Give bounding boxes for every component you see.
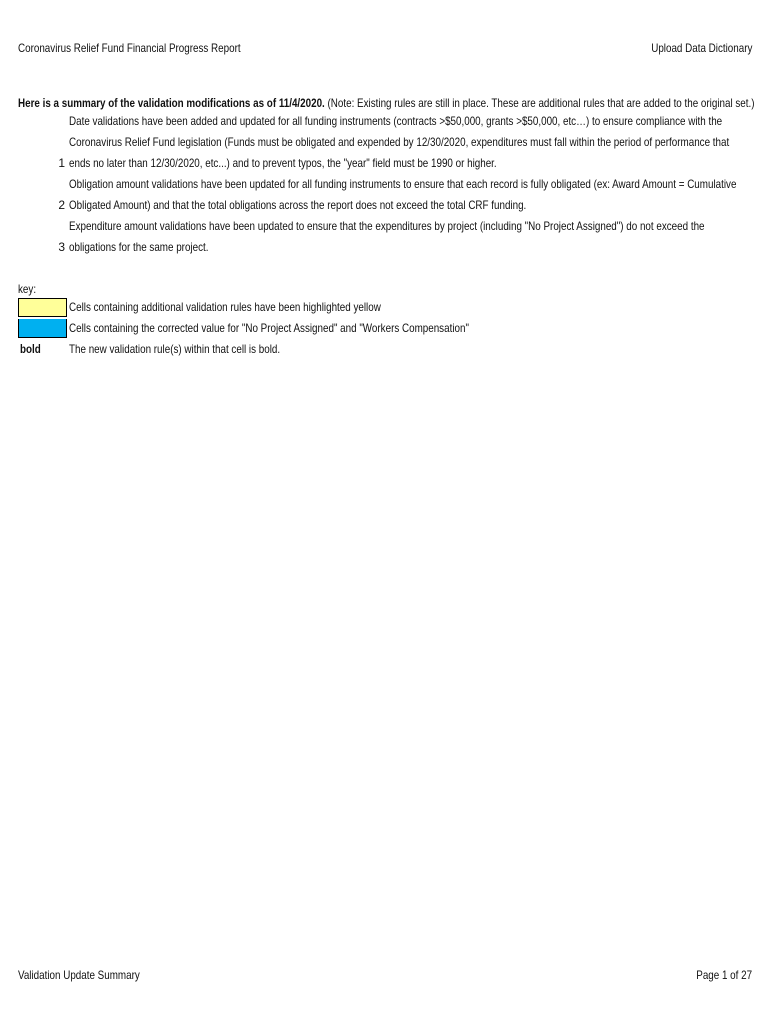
item-1-line-1 (69, 114, 770, 128)
yellow-key-description-text: Cells containing additional validation rules have been highlighted yellow (69, 300, 381, 314)
item-2-line-1-text: Obligation amount validations have been updated for all funding instruments to ensure that each record is fully obligated (ex: Award Amount = Cumulative (69, 177, 737, 191)
blue-key-description (69, 321, 557, 335)
sheet-name-text: Validation Update Summary (18, 968, 140, 982)
item-2-line-1 (69, 177, 770, 191)
item-3-line-1-text: Expenditure amount validations have been updated to ensure that the expenditures by project (including "No Project Assigned") do not exceed the (69, 219, 705, 233)
item-2-line-2-text: Obligated Amount) and that the total obligations across the report does not exceed the total CRF funding. (69, 198, 527, 212)
item-1-line-2 (69, 135, 770, 149)
dictionary-title-text: Upload Data Dictionary (650, 41, 752, 55)
blue-highlight-swatch (18, 319, 67, 338)
item-1-line-3-text: ends no later than 12/30/2020, etc...) and to prevent typos, the "year" field must be 1990 or higher. (69, 156, 497, 170)
yellow-key-description (69, 300, 449, 314)
item-3-number-text: 3 (58, 240, 65, 254)
bold-key-label (20, 342, 45, 356)
report-title (18, 41, 289, 55)
report-title-text: Coronavirus Relief Fund Financial Progress Report (18, 41, 241, 55)
intro-summary (18, 96, 770, 110)
item-1-line-1-text: Date validations have been added and updated for all funding instruments (contracts >$50,000, grants >$50,000, etc…) to ensure compliance with the (69, 114, 723, 128)
intro-bold-text: Here is a summary of the validation modifications as of 11/4/2020. (18, 96, 325, 110)
page-number-text: Page 1 of 27 (696, 968, 752, 982)
bold-key-label-text: bold (20, 342, 41, 356)
intro-line (18, 96, 755, 110)
sheet-name (18, 968, 167, 982)
item-1-line-3 (69, 156, 591, 170)
item-2-line-2 (69, 198, 627, 212)
bold-key-description (69, 342, 326, 356)
blue-key-description-text: Cells containing the corrected value for "No Project Assigned" and "Workers Compensation" (69, 321, 469, 335)
item-2-number-text: 2 (58, 198, 65, 212)
page-number (684, 968, 752, 982)
item-3-line-2-text: obligations for the same project. (69, 240, 209, 254)
intro-note-text: (Note: Existing rules are still in place. These are additional rules that are added to the original set.) (324, 96, 755, 110)
item-3-number (53, 240, 65, 254)
key-label (18, 282, 40, 296)
item-3-line-1 (69, 219, 770, 233)
bold-key-description-text: The new validation rule(s) within that cell is bold. (69, 342, 281, 356)
item-3-line-2 (69, 240, 239, 254)
dictionary-title (629, 41, 752, 55)
item-1-number-text: 1 (58, 156, 65, 170)
item-1-line-2-text: Coronavirus Relief Fund legislation (Funds must be obligated and expended by 12/30/2020, expenditures must fall within the period of performance that (69, 135, 730, 149)
key-label-text: key: (18, 282, 37, 296)
item-2-number (53, 198, 65, 212)
yellow-highlight-swatch (18, 298, 67, 317)
item-1-number (53, 156, 65, 170)
